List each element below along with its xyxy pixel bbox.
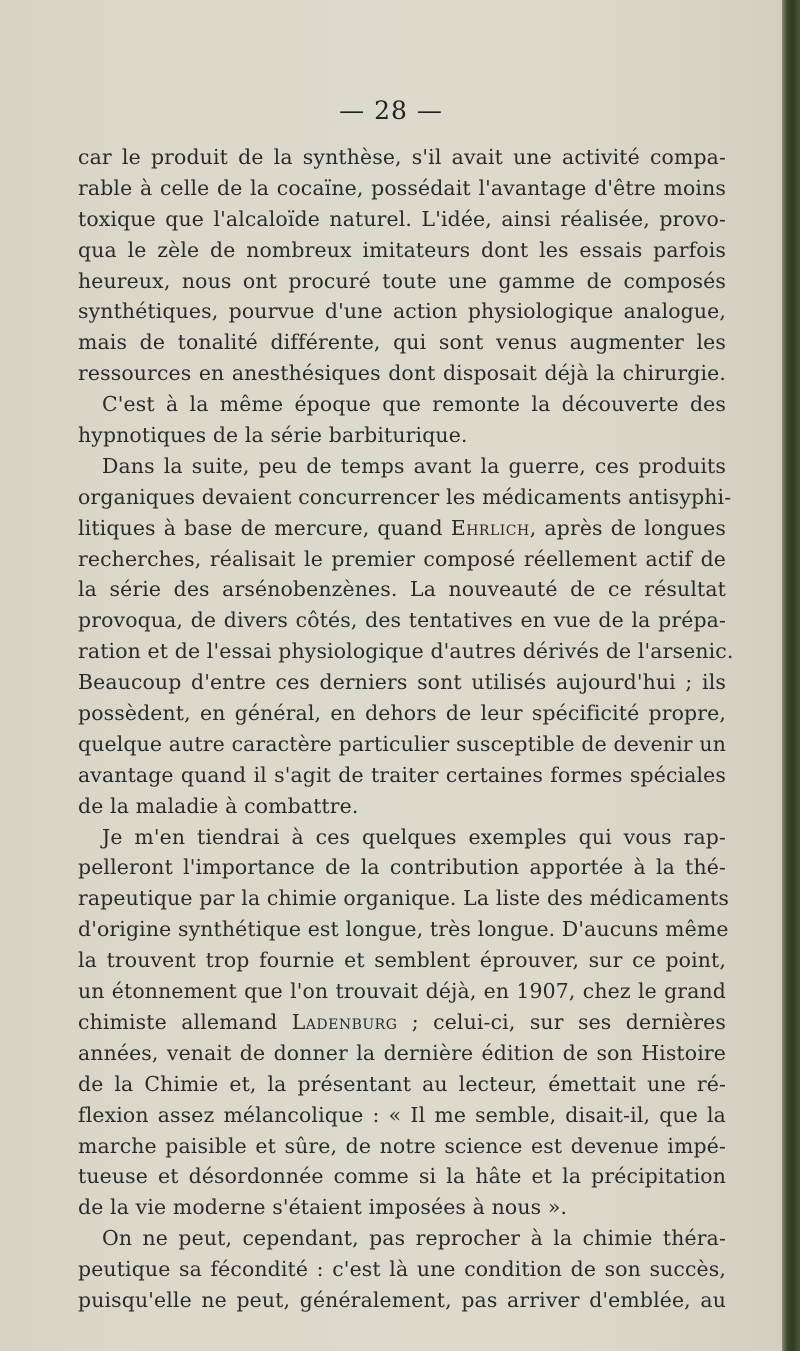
text-line: un étonnement que l'on trouvait déjà, en 1907, chez le grand (78, 979, 726, 1004)
text-line: Dans la suite, peu de temps avant la guerre, ces produits (102, 453, 726, 478)
text-line: Beaucoup d'entre ces derniers sont utilisés aujourd'hui ; ils (78, 670, 726, 695)
text-line: chimiste allemand Ladenburg ; celui-ci, sur ses dernières (78, 1009, 726, 1034)
text-line: toxique que l'alcaloïde naturel. L'idée, ainsi réalisée, provo- (78, 206, 726, 231)
text-line: années, venait de donner la dernière édition de son Histoire (78, 1040, 726, 1065)
text-line: litiques à base de mercure, quand Ehrlich, après de longues (78, 515, 726, 540)
text-line: mais de tonalité différente, qui sont venus augmenter les (78, 330, 726, 355)
text-line: hypnotiques de la série barbiturique. (78, 423, 468, 448)
text-line: tueuse et désordonnée comme si la hâte et la précipitation (78, 1164, 726, 1189)
text-line: de la vie moderne s'étaient imposées à nous ». (78, 1195, 568, 1220)
body-text (78, 142, 734, 1316)
text-line: rapeutique par la chimie organique. La liste des médicaments (78, 886, 730, 911)
text-line: heureux, nous ont procuré toute une gamme de composés (78, 268, 726, 293)
text-line: synthétiques, pourvue d'une action physiologique analogue, (78, 299, 726, 324)
text-line: recherches, réalisait le premier composé réellement actif de (78, 546, 726, 571)
text-line: organiques devaient concurrencer les médicaments antisyphi- (78, 484, 732, 509)
text-line: de la maladie à combattre. (78, 793, 359, 818)
text-line: rable à celle de la cocaïne, possédait l'avantage d'être moins (78, 175, 726, 200)
text-line: pelleront l'importance de la contribution apportée à la thé- (78, 855, 726, 880)
text-line: peutique sa fécondité : c'est là une condition de son succès, (78, 1257, 726, 1282)
text-line: la série des arsénobenzènes. La nouveauté de ce résultat (78, 577, 726, 602)
text-line: d'origine synthétique est longue, très longue. D'aucuns même (78, 917, 729, 942)
text-line: On ne peut, cependant, pas reprocher à la chimie théra- (102, 1226, 726, 1251)
text-line: Je m'en tiendrai à ces quelques exemples qui vous rap- (102, 824, 726, 849)
text-line: flexion assez mélancolique : « Il me semble, disait-il, que la (78, 1102, 726, 1127)
text-line: marche paisible et sûre, de notre science est devenue impé- (78, 1133, 726, 1158)
text-line: puisqu'elle ne peut, généralement, pas arriver d'emblée, au (78, 1287, 726, 1312)
text-line: la trouvent trop fournie et semblent éprouver, sur ce point, (78, 948, 726, 973)
text-line: car le produit de la synthèse, s'il avait une activité compa- (78, 145, 726, 169)
page-number: — 28 — (339, 96, 443, 125)
text-line: C'est à la même époque que remonte la découverte des (102, 392, 726, 417)
page-edge (782, 0, 800, 1351)
text-line: qua le zèle de nombreux imitateurs dont les essais parfois (78, 237, 726, 262)
text-line: ration et de l'essai physiologique d'autres dérivés de l'arsenic. (78, 639, 734, 664)
text-line: provoqua, de divers côtés, des tentatives en vue de la prépa- (78, 608, 726, 633)
text-line: ressources en anesthésiques dont disposait déjà la chirurgie. (78, 361, 726, 386)
text-line: possèdent, en général, en dehors de leur spécificité propre, (78, 701, 726, 726)
text-line: de la Chimie et, la présentant au lecteur, émettait une ré- (78, 1071, 726, 1096)
text-line: avantage quand il s'agit de traiter certaines formes spéciales (78, 762, 726, 787)
text-line: quelque autre caractère particulier susceptible de devenir un (78, 731, 726, 756)
